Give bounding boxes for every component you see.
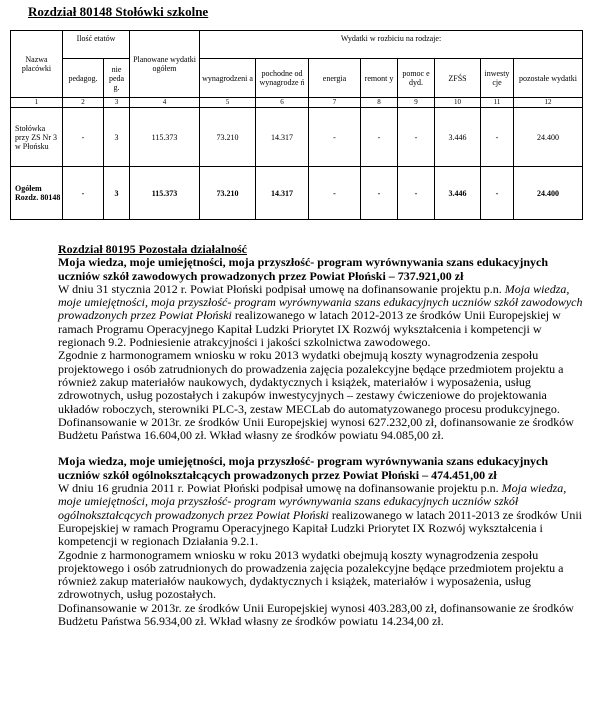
section-heading-80195: Rozdział 80195 Pozostała działalność [58, 242, 247, 256]
row-name: Ogółem Rozdz. 80148 [11, 167, 63, 220]
project1-paragraph-1: W dniu 31 stycznia 2012 r. Powiat Płoński podpisał umowę na dofinansowanie projektu p.n. Moja wiedza, moje umiejętności, moja przyszłość- program wyrównywania szans edukacyjnych uczniów szkół zawodowych prowadzonych przez Powiat Płoński realizowanego w latach 2012-2013 ze środków Unii Europejskiej w ramach Programu Operacyjnego Kapitał Ludzki Priorytet IX Rozwój wykształcenia i kompetencji w regionach 9.2. Podniesienie atrakcyjności i jakości szkolnictwa zawodowego. [58, 281, 583, 350]
cell-pozostale: 24.400 [514, 167, 583, 220]
row-name: Stołówka przy ZS Nr 3 w Płońsku [11, 108, 63, 167]
cell-energia: - [309, 167, 361, 220]
header-planned: Planowane wydatki ogółem [130, 31, 200, 98]
expenditure-table [10, 30, 583, 220]
col-number: 7 [309, 98, 361, 108]
cell-pedag: - [63, 108, 104, 167]
col-number: 4 [130, 98, 200, 108]
header-pedag: pedagog. [63, 59, 104, 98]
header-zfss: ZFŚS [435, 59, 481, 98]
header-energia: energia [309, 59, 361, 98]
header-breakdown: Wydatki w rozbiciu na rodzaje: [200, 31, 583, 59]
col-number: 8 [361, 98, 398, 108]
cell-wynagrodzenia: 73.210 [200, 167, 256, 220]
header-remonty: remont y [361, 59, 398, 98]
header-wynagrodzenia: wynagrodzeni a [200, 59, 256, 98]
col-number: 1 [11, 98, 63, 108]
project2-paragraph-1: W dniu 16 grudnia 2011 r. Powiat Płoński podpisał umowę na dofinansowanie projektu p.n. Moja wiedza, moje umiejętności, moja przyszłość- program wyrównywania szans edukacyjnych uczniów szkół ogólnokształcących prowadzonych przez Powiat Płoński realizowanego w latach 2011-2013 ze środków Unii Europejskiej w ramach Programu Operacyjnego Kapitał Ludzki Priorytet IX Rozwój wykształcenia i kompetencji w regionach Działania 9.2.1. [58, 481, 583, 549]
section-heading-80148: Rozdział 80148 Stołówki szkolne [28, 4, 209, 19]
cell-pomoce: - [398, 167, 435, 220]
col-number: 12 [514, 98, 583, 108]
project1-title: Moja wiedza, moje umiejętności, moja przyszłość- program wyrównywania szans edukacyjnych uczniów szkół zawodowych prowadzonych przez Powiat Płoński – 737.921,00 zł [58, 255, 549, 283]
cell-niepedag: 3 [104, 167, 130, 220]
col-number: 3 [104, 98, 130, 108]
header-etaty: Ilość etatów [63, 31, 130, 59]
cell-pochodne: 14.317 [256, 108, 309, 167]
project1-paragraph-3: Dofinansowanie w 2013r. ze środków Unii Europejskiej wynosi 627.232,00 zł, dofinansowanie ze środków Budżetu Państwa 16.604,00 zł. Wkład własny ze środków powiatu 94.085,00 zł. [58, 414, 574, 443]
header-niepedag: nie peda g. [104, 59, 130, 98]
cell-inwestycje: - [481, 108, 514, 167]
cell-pomoce: - [398, 108, 435, 167]
cell-zfss: 3.446 [435, 167, 481, 220]
header-pomoce: pomoc e dyd. [398, 59, 435, 98]
project2-paragraph-2: Zgodnie z harmonogramem wniosku w roku 2013 wydatki obejmują koszty wynagrodzenia zespołu projektowego i osób zatrudnionych do prowadzenia zajęcia pozalekcyjne będące przedmiotem projektu a również zakup materiałów naukowych, dydaktycznych i książek, materiałów i wyposażenia, usług zdrowotnych, usług pozostałych. [58, 547, 564, 602]
col-number: 10 [435, 98, 481, 108]
cell-pozostale: 24.400 [514, 108, 583, 167]
project2-title: Moja wiedza, moje umiejętności, moja przyszłość- program wyrównywania szans edukacyjnych uczniów szkół ogólnokształcących prowadzonych przez Powiat Płoński – 474.451,00 zł [58, 454, 549, 482]
cell-niepedag: 3 [104, 108, 130, 167]
col-number: 5 [200, 98, 256, 108]
header-placowka: Nazwa placówki [11, 31, 63, 98]
cell-planned: 115.373 [130, 108, 200, 167]
col-number: 2 [63, 98, 104, 108]
cell-energia: - [309, 108, 361, 167]
header-pochodne: pochodne od wynagrodze ń [256, 59, 309, 98]
col-number: 6 [256, 98, 309, 108]
cell-remonty: - [361, 108, 398, 167]
cell-pedag: - [63, 167, 104, 220]
header-inwestycje: inwesty cje [481, 59, 514, 98]
col-number: 11 [481, 98, 514, 108]
project1-paragraph-2: Zgodnie z harmonogramem wniosku w roku 2013 wydatki obejmują koszty wynagrodzenia zespołu projektowego i osób zatrudnionych do prowadzenia zajęcia pozalekcyjne będące przedmiotem projektu a również zakup materiałów naukowych, dydaktycznych i książek, materiałów i wyposażenia, usług zdrowotnych, usług pozostałych i zakupów inwestycyjnych – zestawy ćwiczeniowe do projektowania układów roboczych, sterowniki PLC-3, zestaw MECLab do automatyzowanego procesu produkcyjnego. [58, 348, 564, 416]
cell-wynagrodzenia: 73.210 [200, 108, 256, 167]
col-number: 9 [398, 98, 435, 108]
cell-remonty: - [361, 167, 398, 220]
cell-planned: 115.373 [130, 167, 200, 220]
cell-inwestycje: - [481, 167, 514, 220]
header-pozostale: pozostałe wydatki [514, 59, 583, 98]
table-row-total [11, 167, 583, 220]
cell-pochodne: 14.317 [256, 167, 309, 220]
table-row [11, 108, 583, 167]
section-80195 [58, 243, 585, 628]
project2-paragraph-3: Dofinansowanie w 2013r. ze środków Unii Europejskiej wynosi 403.283,00 zł, dofinansowanie ze środków Budżetu Państwa 56.934,00 zł. Wkład własny ze środków powiatu 14.234,00 zł. [58, 600, 574, 629]
cell-zfss: 3.446 [435, 108, 481, 167]
